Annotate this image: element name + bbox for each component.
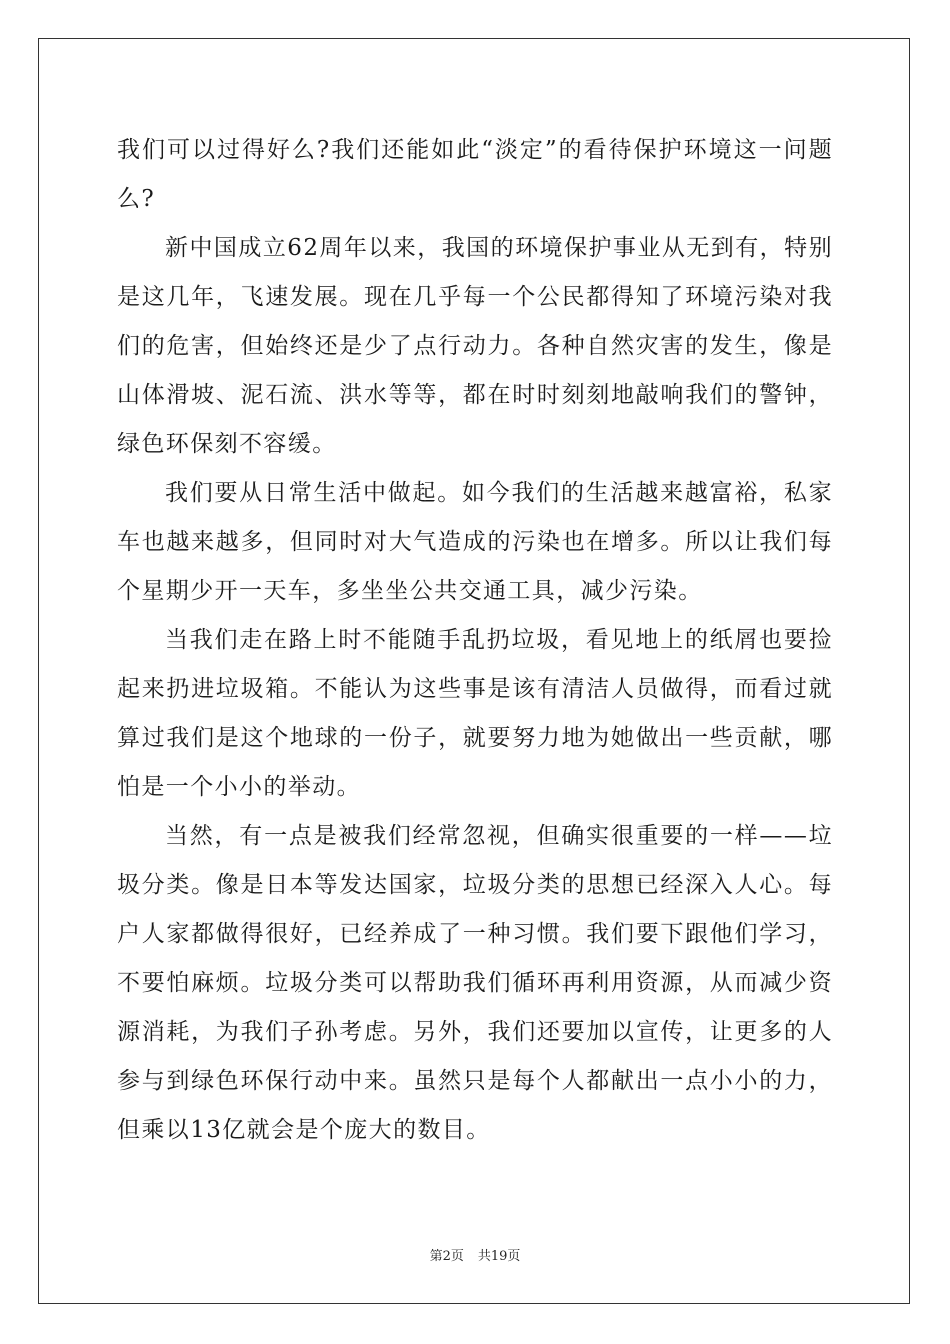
paragraph-3: 我们要从日常生活中做起。如今我们的生活越来越富裕，私家车也越来越多，但同时对大气造成的污染也在增多。所以让我们每个星期少开一天车，多坐坐公共交通工具，减少污染。: [117, 480, 833, 604]
page-footer: [0, 1248, 950, 1266]
paragraph-1: 我们可以过得好么?我们还能如此“淡定”的看待保护环境这一问题么?: [117, 137, 833, 212]
document-body: [117, 126, 833, 1155]
page-number: 第2页: [429, 1249, 464, 1264]
paragraph-5: 当然，有一点是被我们经常忽视，但确实很重要的一样——垃圾分类。像是日本等发达国家，垃圾分类的思想已经深入人心。每户人家都做得很好，已经养成了一种习惯。我们要下跟他们学习，不要怕麻烦。垃圾分类可以帮助我们循环再利用资源，从而减少资源消耗，为我们子孙考虑。另外，我们还要加以宣传，让更多的人参与到绿色环保行动中来。虽然只是每个人都献出一点小小的力，但乘以13亿就会是个庞大的数目。: [117, 823, 833, 1143]
paragraph-2: 新中国成立62周年以来，我国的环境保护事业从无到有，特别是这几年，飞速发展。现在几乎每一个公民都得知了环境污染对我们的危害，但始终还是少了点行动力。各种自然灾害的发生，像是山体滑坡、泥石流、洪水等等，都在时时刻刻地敲响我们的警钟，绿色环保刻不容缓。: [117, 235, 833, 457]
paragraph-4: 当我们走在路上时不能随手乱扔垃圾，看见地上的纸屑也要捡起来扔进垃圾箱。不能认为这些事是该有清洁人员做得，而看过就算过我们是这个地球的一份子，就要努力地为她做出一些贡献，哪怕是一个小小的举动。: [117, 627, 833, 800]
page-total: 共19页: [477, 1249, 521, 1264]
